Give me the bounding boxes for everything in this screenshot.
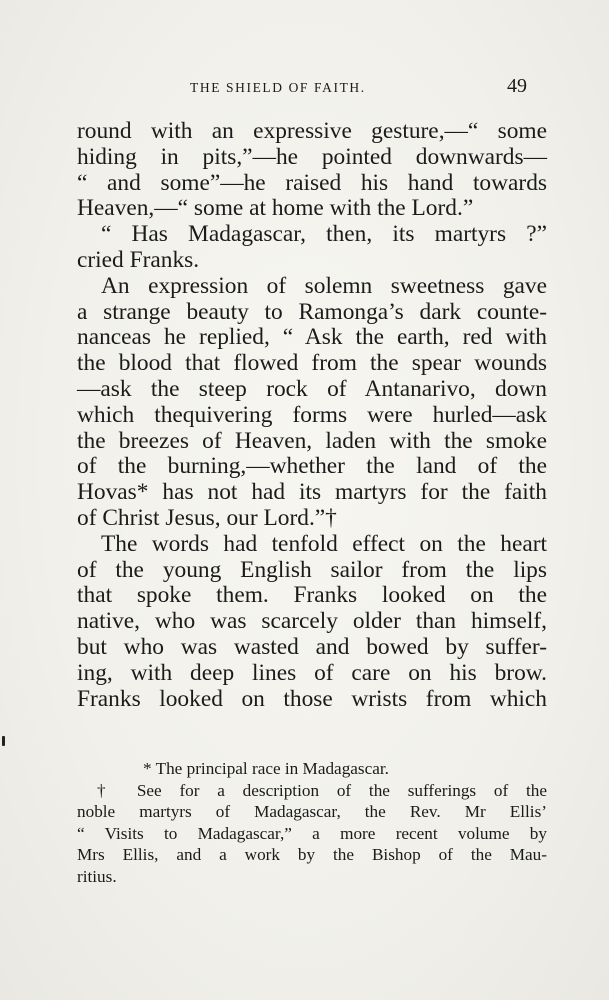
text-line: that spoke them. Franks looked on the (77, 582, 547, 609)
text-line: a strange beauty to Ramonga’s dark counte- (77, 298, 547, 325)
page-header (0, 76, 609, 100)
running-title: THE SHIELD OF FAITH. (190, 80, 366, 95)
page-number: 49 (507, 75, 527, 97)
text-line: the blood that flowed from the spear wounds (77, 350, 547, 377)
footnote-line: † See for a description of the sufferings of the (97, 780, 547, 800)
text-line: “ Has Madagascar, then, its martyrs ?” (101, 221, 547, 248)
text-line: ing, with deep lines of care on his brow. (77, 659, 547, 686)
footnote-line: ritius. (77, 866, 117, 886)
footnotes (77, 758, 547, 888)
page-edge-mark (2, 736, 5, 746)
text-line: round with an expressive gesture,—“ some (77, 118, 547, 144)
body-text (77, 119, 547, 712)
text-line: but who was wasted and bowed by suffer- (77, 633, 547, 660)
text-line: cried Franks. (77, 246, 200, 273)
text-line: Heaven,—“ some at home with the Lord.” (77, 195, 474, 222)
footnote-line: Mrs Ellis, and a work by the Bishop of the Mau- (77, 845, 547, 865)
footnote-line: “ Visits to Madagascar,” a more recent volume by (77, 823, 547, 843)
text-line: Hovas* has not had its martyrs for the faith (77, 479, 547, 506)
text-line: the breezes of Heaven, laden with the smoke (77, 427, 547, 454)
text-line: Franks looked on those wrists from which (77, 685, 547, 712)
footnote-line: noble martyrs of Madagascar, the Rev. Mr Ellis’ (77, 802, 547, 822)
text-line: native, who was scarcely older than himself, (77, 608, 547, 635)
text-line: nanceas he replied, “ Ask the earth, red with (77, 324, 547, 351)
text-line: An expression of solemn sweetness gave (101, 272, 547, 299)
text-line: The words had tenfold effect on the heart (101, 530, 547, 557)
text-line: “ and some”—he raised his hand towards (77, 169, 547, 196)
text-line: hiding in pits,”—he pointed downwards— (77, 143, 547, 170)
text-line: of the young English sailor from the lips (77, 556, 547, 583)
text-line: which thequivering forms were hurled—ask (77, 401, 547, 428)
text-line: —ask the steep rock of Antanarivo, down (77, 375, 547, 402)
footnote-line: * The principal race in Madagascar. (143, 759, 389, 778)
text-line: of Christ Jesus, our Lord.”† (77, 504, 337, 531)
text-line: of the burning,—whether the land of the (77, 453, 547, 480)
